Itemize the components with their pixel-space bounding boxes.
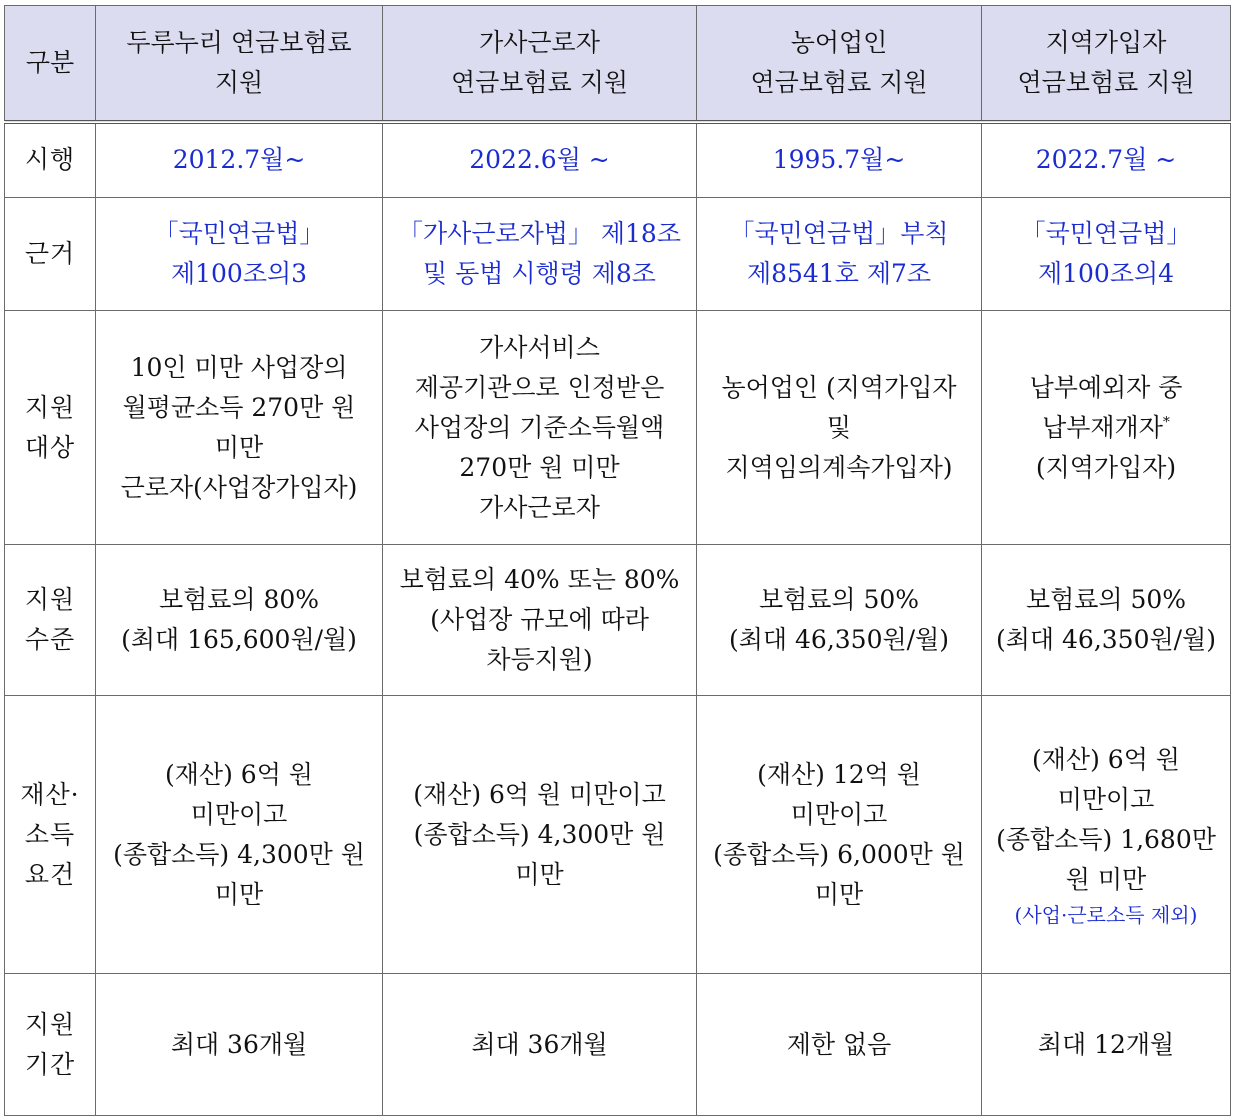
table-cell: (재산) 6억 원 미만이고 (종합소득) 4,300만 원 미만 (383, 696, 697, 974)
table-cell: (재산) 12억 원 미만이고 (종합소득) 6,000만 원 미만 (697, 696, 982, 974)
row-label: 지원 기간 (5, 974, 96, 1116)
table-cell: 「국민연금법」부칙 제8541호 제7조 (697, 198, 982, 311)
table-cell: (재산) 6억 원 미만이고 (종합소득) 1,680만 원 미만 (사업·근로소득 제외) (982, 696, 1231, 974)
table-cell: 「국민연금법」 제100조의3 (96, 198, 383, 311)
row-label: 지원 수준 (5, 545, 96, 696)
table-cell: 가사서비스 제공기관으로 인정받은 사업장의 기준소득월액 270만 원 미만 가사근로자 (383, 311, 697, 545)
table-cell: 보험료의 40% 또는 80% (사업장 규모에 따라 차등지원) (383, 545, 697, 696)
row-label: 지원 대상 (5, 311, 96, 545)
row-eligibility (5, 311, 1231, 545)
table-cell: 2012.7월~ (96, 122, 383, 198)
row-legal-basis (5, 198, 1231, 311)
table-cell: 제한 없음 (697, 974, 982, 1116)
table-cell: (재산) 6억 원 미만이고 (종합소득) 4,300만 원 미만 (96, 696, 383, 974)
row-label: 시행 (5, 122, 96, 198)
row-support-level (5, 545, 1231, 696)
table-cell: 10인 미만 사업장의 월평균소득 270만 원 미만 근로자(사업장가입자) (96, 311, 383, 545)
table-cell: 2022.6월 ~ (383, 122, 697, 198)
table-cell: 납부예외자 중 납부재개자* (지역가입자) (982, 311, 1231, 545)
exclusion-note: (사업·근로소득 제외) (1014, 902, 1198, 927)
header-category: 구분 (5, 6, 96, 122)
table-cell: 보험료의 50% (최대 46,350원/월) (697, 545, 982, 696)
header-col-regional-subscribers: 지역가입자 연금보험료 지원 (982, 6, 1231, 122)
table-cell: 최대 12개월 (982, 974, 1231, 1116)
table-cell: 「국민연금법」 제100조의4 (982, 198, 1231, 311)
header-col-durunuri: 두루누리 연금보험료 지원 (96, 6, 383, 122)
row-label: 재산· 소득 요건 (5, 696, 96, 974)
table-cell: 「가사근로자법」 제18조 및 동법 시행령 제8조 (383, 198, 697, 311)
header-col-farmers-fishers: 농어업인 연금보험료 지원 (697, 6, 982, 122)
row-label: 근거 (5, 198, 96, 311)
table-cell: 2022.7월 ~ (982, 122, 1231, 198)
footnote-mark: * (1162, 414, 1170, 431)
table-cell: 1995.7월~ (697, 122, 982, 198)
row-support-period (5, 974, 1231, 1116)
table-cell: 최대 36개월 (383, 974, 697, 1116)
table-cell: 보험료의 80% (최대 165,600원/월) (96, 545, 383, 696)
pension-support-comparison-table (4, 5, 1231, 1116)
row-effective-date (5, 122, 1231, 198)
table-cell: 농어업인 (지역가입자 및 지역임의계속가입자) (697, 311, 982, 545)
header-row (5, 6, 1231, 122)
table-cell: 보험료의 50% (최대 46,350원/월) (982, 545, 1231, 696)
row-asset-income-requirement (5, 696, 1231, 974)
table-cell: 최대 36개월 (96, 974, 383, 1116)
header-col-domestic-workers: 가사근로자 연금보험료 지원 (383, 6, 697, 122)
